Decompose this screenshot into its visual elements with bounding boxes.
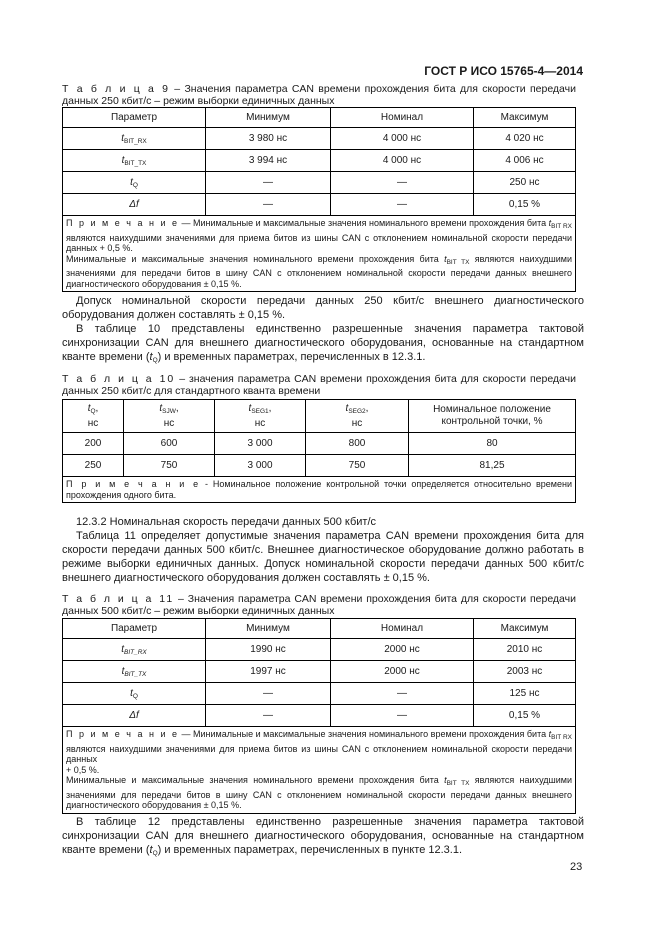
min-cell: —: [206, 194, 331, 216]
table-row: [63, 150, 576, 172]
max-cell: 0,15 %: [474, 705, 576, 727]
param-cell: $t_{BIT\_TX}$: [63, 150, 206, 172]
table11-note: [63, 727, 576, 814]
table-row: [63, 172, 576, 194]
min-cell: —: [206, 705, 331, 727]
table9-header-cell: Минимум: [206, 108, 331, 128]
paragraph: Таблица 11 определяет допустимые значения параметра CAN времени прохождения бита для скорости передачи данных 500 кбит/с. Внешнее диагностическое оборудование должно работать в режиме выборки единичных данных. Допуск номинальной скорости передачи данных 500 кбит/с внешнего диагностического оборудования должен составлять ± 0,15 %.: [62, 530, 584, 584]
body-text-2: [62, 815, 584, 861]
table-row: [63, 639, 576, 661]
max-cell: 250 нс: [474, 172, 576, 194]
min-cell: 3 980 нс: [206, 128, 331, 150]
table-row: [63, 128, 576, 150]
note-paragraph: Минимальные и максимальные значения номинального времени прохождения бита $t_{BIT TX}$ являются наихудшими значениями для передачи битов в шину CAN с отклонением номинальной скорости передачи данных внешнего диагностического оборудования ± 0,15 %.: [66, 253, 572, 289]
table11-caption: Т а б л и ц а 11 – Значения параметра CAN времени прохождения бита для скорости передачи данных 500 кбит/с – режим выборки единичных данных: [62, 593, 576, 617]
table11-header-row: [63, 619, 576, 639]
nom-cell: —: [331, 194, 474, 216]
param-cell: $t_Q$: [63, 172, 206, 194]
section-heading: 12.3.2 Номинальная скорость передачи данных 500 кбит/с: [76, 516, 377, 528]
table11-header-cell: Параметр: [63, 619, 206, 639]
max-cell: 2003 нс: [474, 661, 576, 683]
table9-header-cell: Параметр: [63, 108, 206, 128]
table10-note-row: [63, 477, 576, 503]
table-cell: 250: [63, 455, 124, 477]
table10-header-cell: Номинальное положение контрольной точки, %: [409, 400, 576, 433]
table9-header-cell: Номинал: [331, 108, 474, 128]
body-text-1: [62, 294, 584, 368]
nom-cell: 2000 нс: [331, 639, 474, 661]
table-cell: 200: [63, 433, 124, 455]
table-row: [63, 194, 576, 216]
min-cell: 1990 нс: [206, 639, 331, 661]
document-code: ГОСТ Р ИСО 15765-4—2014: [424, 64, 583, 78]
nom-cell: 2000 нс: [331, 661, 474, 683]
table-cell: 750: [306, 455, 409, 477]
max-cell: 2010 нс: [474, 639, 576, 661]
section-12-3-2: [62, 515, 584, 585]
table-cell: 600: [124, 433, 215, 455]
table9-note-row: [63, 216, 576, 292]
table10-header-cell: $t_{SJW}$, нс: [124, 400, 215, 433]
table9-header-cell: Максимум: [474, 108, 576, 128]
nom-cell: 4 000 нс: [331, 150, 474, 172]
note-paragraph: Минимальные и максимальные значения номинального времени прохождения бита $t_{BIT TX}$ являются наихудшими значениями для передачи битов в шину CAN с отклонением номинальной скорости передачи данных внешнего диагностического оборудования ± 0,15 %.: [66, 775, 572, 810]
table-cell: 80: [409, 433, 576, 455]
table-row: [63, 683, 576, 705]
table10-header-row: [63, 400, 576, 433]
param-cell: $t_{BIT\_RX}$: [63, 639, 206, 661]
nom-cell: —: [331, 683, 474, 705]
max-cell: 125 нс: [474, 683, 576, 705]
table-cell: 800: [306, 433, 409, 455]
paragraph: В таблице 12 представлены единственно разрешенные значения параметра тактовой синхронизации CAN для внешнего диагностического оборудования, основанные на стандартном кванте времени $(t_Q)$ и временных параметрах, перечисленных в пункте 12.3.1.: [62, 816, 584, 857]
nom-cell: 4 000 нс: [331, 128, 474, 150]
table-row: [63, 661, 576, 683]
note-paragraph: П р и м е ч а н и е — Минимальные и максимальные значения номинального времени прохождения бита $t_{BIT RX}$ являются наихудшими значениями для приема битов из шины CAN с отклонением номинальной скорости передачи данных: [66, 729, 572, 764]
param-cell: $t_{BIT\_RX}$: [63, 128, 206, 150]
table11: [62, 618, 576, 814]
note-paragraph: + 0,5 %.: [66, 764, 100, 775]
paragraph: Допуск номинальной скорости передачи данных 250 кбит/с внешнего диагностического оборудования должен составлять ± 0,15 %.: [62, 295, 584, 321]
table10-note: П р и м е ч а н и е - Номинальное положение контрольной точки определяется относительно времени прохождения одного бита.: [63, 477, 576, 503]
param-cell: Δf: [63, 705, 206, 727]
table-row: [63, 705, 576, 727]
table9: [62, 107, 576, 292]
table-row: [63, 455, 576, 477]
table10-caption: Т а б л и ц а 10 – значения параметра CAN времени прохождения бита для скорости передачи данных 250 кбит/с для стандартного кванта времени: [62, 373, 577, 397]
table10-header-cell: $t_{SEG1}$, нс: [215, 400, 306, 433]
param-cell: Δf: [63, 194, 206, 216]
max-cell: 0,15 %: [474, 194, 576, 216]
param-cell: $t_{BIT\_TX}$: [63, 661, 206, 683]
table11-header-cell: Минимум: [206, 619, 331, 639]
page-number: 23: [570, 861, 583, 873]
nom-cell: —: [331, 172, 474, 194]
note-paragraph: П р и м е ч а н и е — Минимальные и максимальные значения номинального времени прохождения бита $t_{BIT RX}$ являются наихудшими значениями для приема битов из шины CAN с отклонением номинальной скорости передачи данных + 0,5 %.: [66, 218, 572, 253]
param-cell: $t_Q$: [63, 683, 206, 705]
table9-header-row: [63, 108, 576, 128]
table-cell: 81,25: [409, 455, 576, 477]
table-cell: 750: [124, 455, 215, 477]
min-cell: 1997 нс: [206, 661, 331, 683]
table9-note: [63, 216, 576, 292]
table-row: [63, 433, 576, 455]
paragraph: В таблице 10 представлены единственно разрешенные значения параметра тактовой синхронизации CAN для внешнего диагностического оборудования, основанные на стандартном кванте времени $(t_Q)$ и временных параметрах, перечисленных в 12.3.1.: [62, 323, 584, 364]
table10-header-cell: $t_{SEG2}$, нс: [306, 400, 409, 433]
table-cell: 3 000: [215, 455, 306, 477]
table-cell: 3 000: [215, 433, 306, 455]
table10: [62, 399, 576, 503]
min-cell: —: [206, 172, 331, 194]
table11-header-cell: Номинал: [331, 619, 474, 639]
table11-note-row: [63, 727, 576, 814]
nom-cell: —: [331, 705, 474, 727]
max-cell: 4 020 нс: [474, 128, 576, 150]
table9-caption: Т а б л и ц а 9 – Значения параметра CAN времени прохождения бита для скорости передачи данных 250 кбит/с – режим выборки единичных данных: [62, 83, 576, 107]
table10-header-cell: $t_Q$, нс: [63, 400, 124, 433]
min-cell: 3 994 нс: [206, 150, 331, 172]
table11-header-cell: Максимум: [474, 619, 576, 639]
max-cell: 4 006 нс: [474, 150, 576, 172]
min-cell: —: [206, 683, 331, 705]
